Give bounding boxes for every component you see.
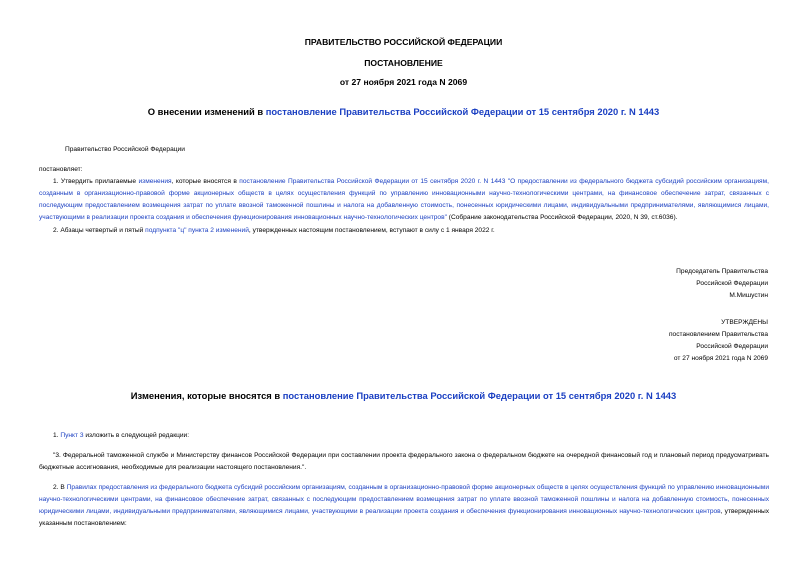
signature-line-1: Председатель Правительства — [676, 268, 768, 275]
p2-text-2: , утвержденных настоящим постановлением, вступают в силу с 1 января 2022 г. — [248, 227, 495, 234]
changes-item-1 — [53, 430, 189, 442]
approval-line-2: постановлением Правительства — [668, 331, 768, 338]
approval-line-4: от 27 ноября 2021 года N 2069 — [673, 355, 768, 362]
document-date-number: от 27 ноября 2021 года N 2069 — [339, 77, 468, 87]
signature-block — [560, 266, 768, 302]
signature-line-2: Российской Федерации — [696, 280, 768, 287]
p1-text-1: 1. Утвердить прилагаемые — [53, 178, 139, 185]
p1-link-decree[interactable]: постановление Правительства Российской Федерации от 15 сентября 2020 г. N 1443 "О предоставлении из федерального бюджета субсидий российским организациям, созданным в организационно-правовой форме акционерных обществ в целях осуществления функций по управлению инновационными научно-технологическими центрами, на финансовое обеспечение затрат, связанных с последующим предоставлением возмещения затрат по уплате ввозной таможенной пошлины и налога на добавленную стоимость, понесенных юридическими лицами, индивидуальными предпринимателями, являющимися лицами, участвующими в реализации проекта создания и обеспечения функционирования инновационных научно-технологических центров" — [39, 178, 769, 221]
changes-title — [0, 390, 807, 401]
item2-text-1: 2. В — [53, 484, 67, 491]
document-type: ПОСТАНОВЛЕНИЕ — [364, 58, 443, 68]
title-link[interactable]: постановление Правительства Российской Федерации от 15 сентября 2020 г. N 1443 — [265, 106, 660, 117]
p1-link-changes[interactable]: изменения — [138, 178, 172, 185]
changes-quote: "3. Федеральной таможенной службе и Министерству финансов Российской Федерации при составлении проекта федерального закона о федеральном бюджете на очередной финансовый год и плановый период предусматривать бюджетные ассигнования, необходимые для реализации настоящего постановления.". — [39, 452, 769, 471]
item2-text-2: , утвержденных указанным постановлением: — [39, 508, 769, 527]
signature-line-3: М.Мишустин — [729, 292, 768, 299]
paragraph-1 — [39, 176, 769, 224]
document-title — [0, 106, 807, 117]
decrees-text: постановляет: — [39, 166, 83, 173]
intro-text: Правительство Российской Федерации — [65, 146, 185, 153]
changes-title-prefix: Изменения, которые вносятся в — [130, 390, 283, 401]
approval-line-1: УТВЕРЖДЕНЫ — [721, 319, 768, 326]
government-name: ПРАВИТЕЛЬСТВО РОССИЙСКОЙ ФЕДЕРАЦИИ — [304, 37, 503, 47]
item1-link[interactable]: Пункт 3 — [60, 432, 84, 439]
item1-text-2: изложить в следующей редакции: — [83, 432, 190, 439]
p1-text-3: (Собрание законодательства Российской Федерации, 2020, N 39, ст.6036). — [446, 214, 678, 221]
item2-link-rules[interactable]: Правилах предоставления из федерального бюджета субсидий российским организациям, созданным в организационно-правовой форме акционерных обществ в целях осуществления функций по управлению инновационными научно-технологическими центрами, на финансовое обеспечение затрат, связанных с последующим предоставлением возмещения затрат по уплате ввозной таможенной пошлины и налога на добавленную стоимость, понесенных юридическими лицами, индивидуальными предпринимателями, являющимися лицами, участвующими в реализации проекта создания и обеспечения функционирования инновационных научно-технологических центров — [39, 484, 770, 515]
p2-link[interactable]: подпункта "ц" пункта 2 изменений — [145, 227, 249, 234]
paragraph-2 — [53, 225, 495, 237]
title-prefix: О внесении изменений в — [147, 106, 266, 117]
p1-text-2: , которые вносятся в — [171, 178, 240, 185]
changes-title-link[interactable]: постановление Правительства Российской Федерации от 15 сентября 2020 г. N 1443 — [282, 390, 677, 401]
approval-line-3: Российской Федерации — [696, 343, 768, 350]
item1-text-1: 1. — [53, 432, 61, 439]
approval-block — [560, 317, 768, 365]
p2-text-1: 2. Абзацы четвертый и пятый — [53, 227, 146, 234]
changes-item-2 — [39, 482, 769, 530]
